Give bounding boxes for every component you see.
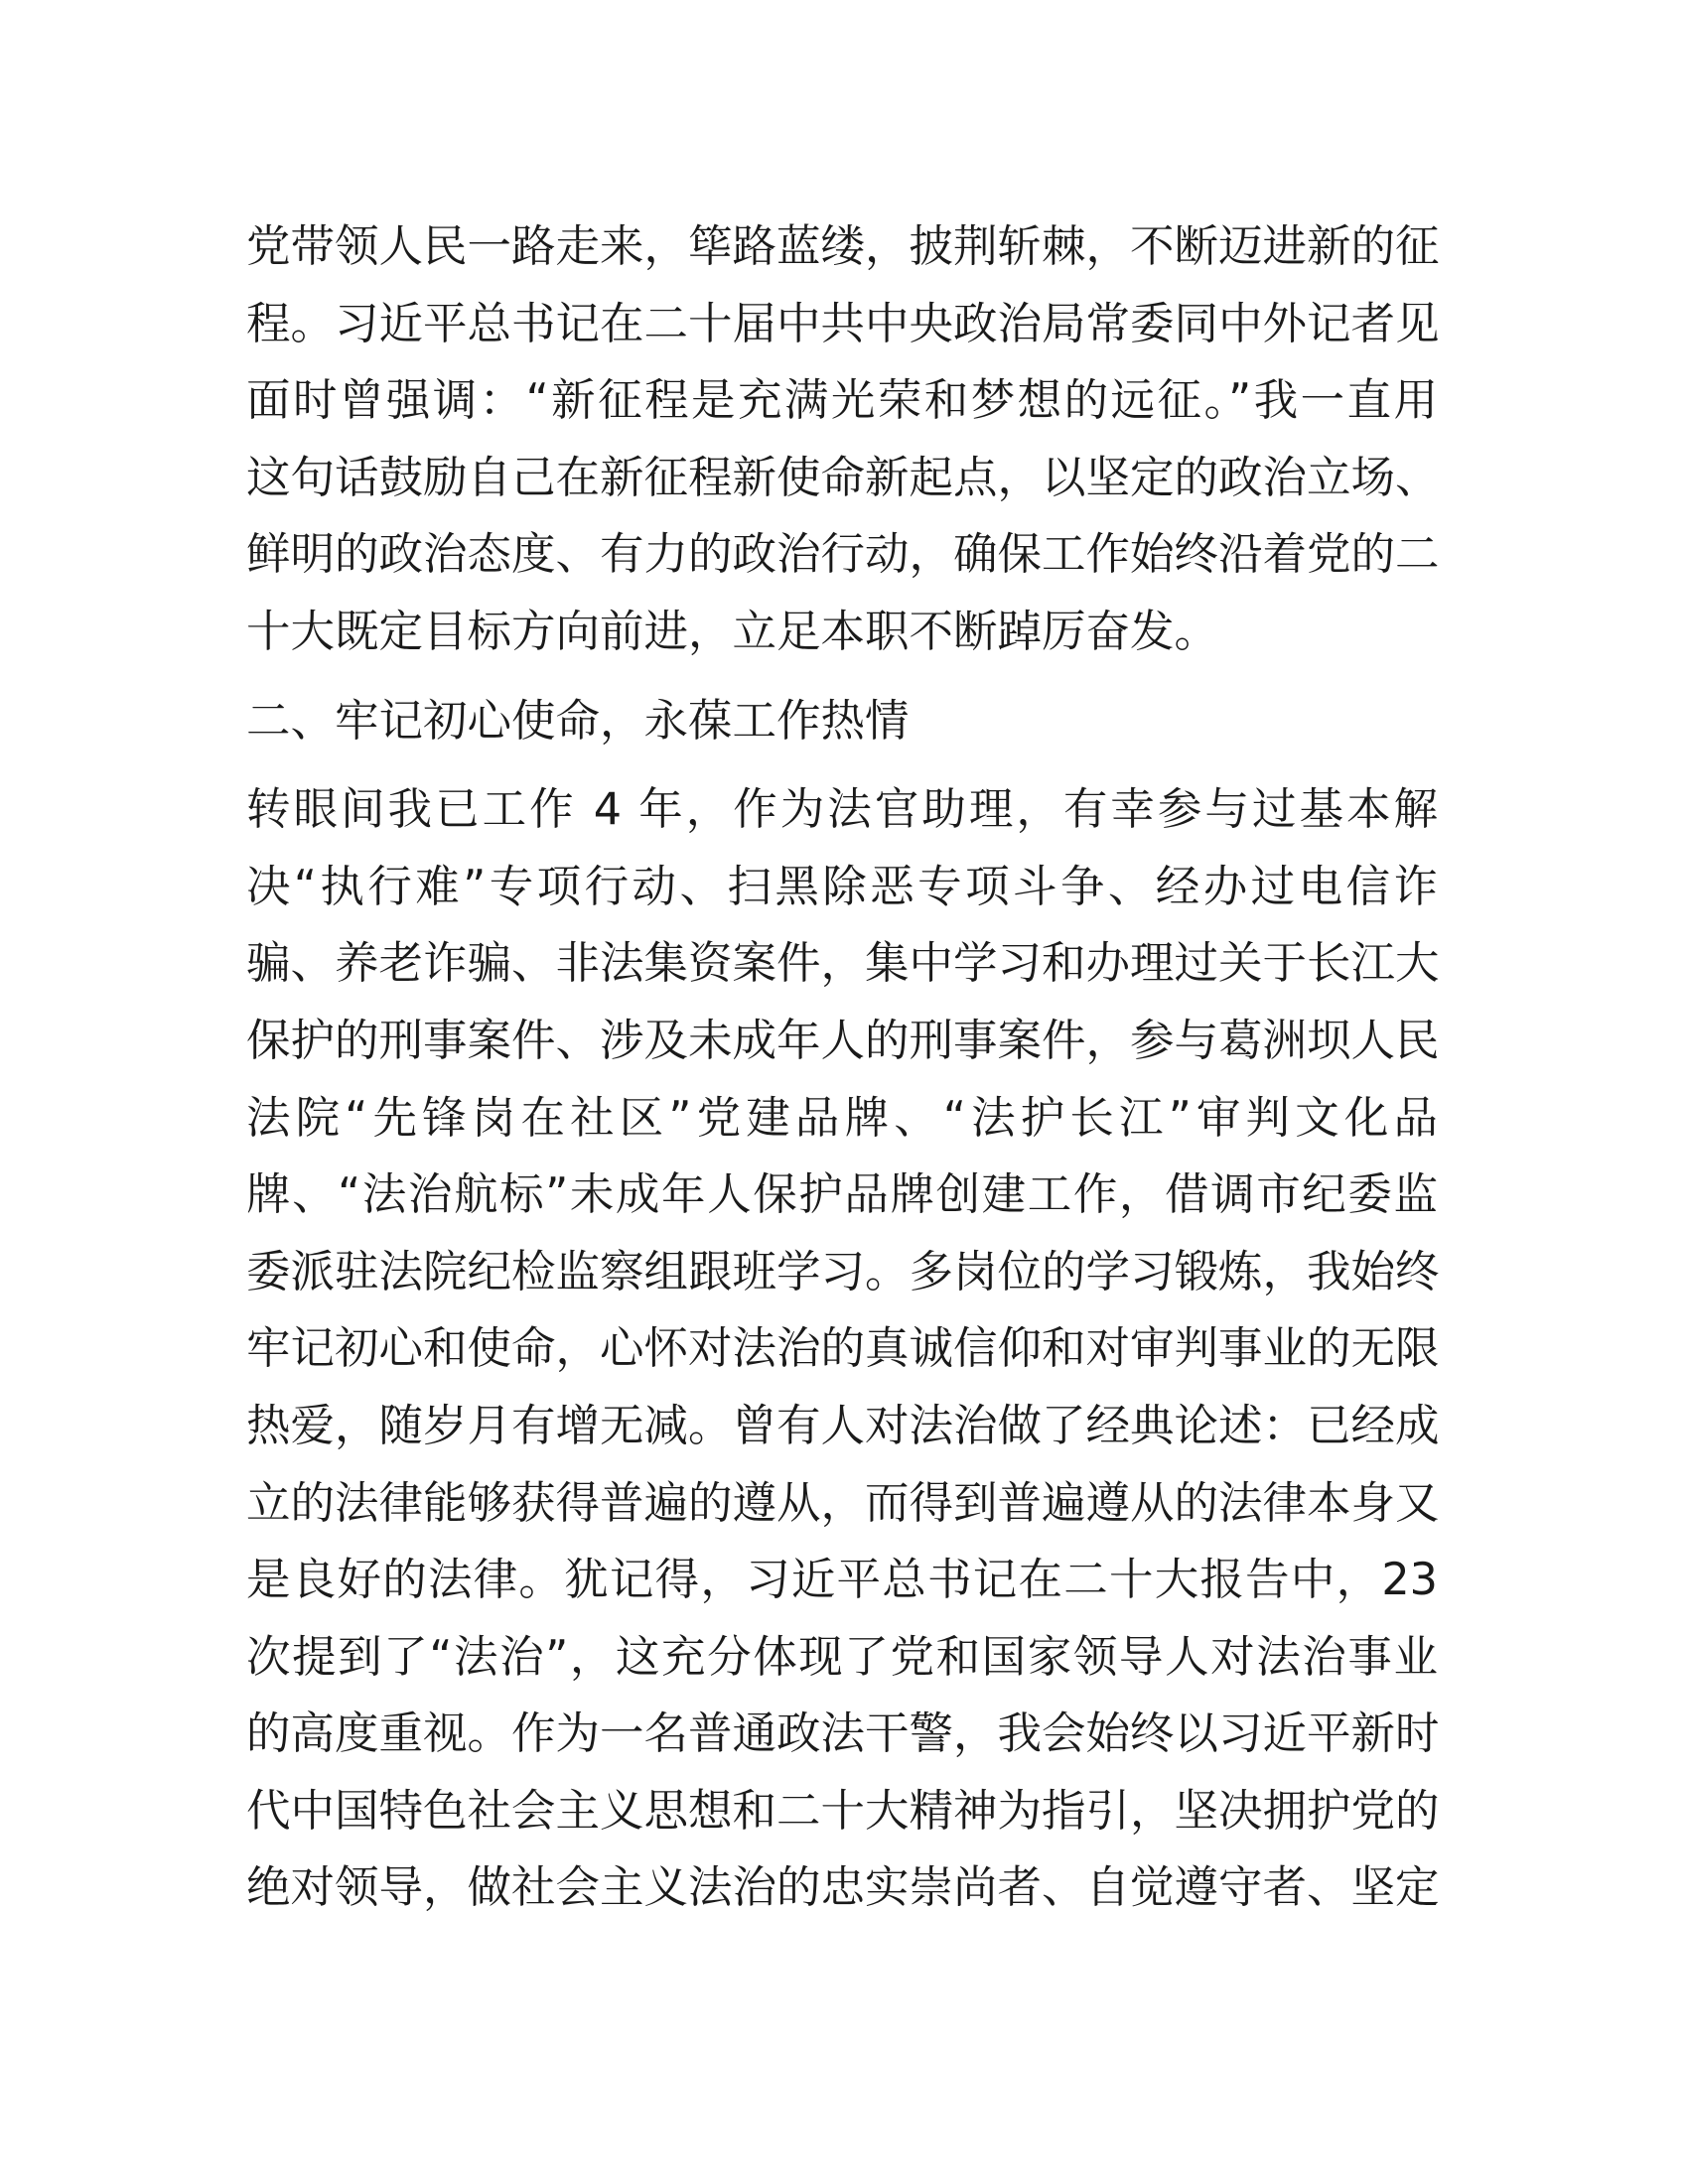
heading-text: 二、牢记初心使命，永葆工作热情 [246,695,910,747]
text-line: 牌、“法治航标”未成年人保护品牌创建工作，借调市纪委监 [246,1169,1438,1221]
text-line: 法院“先锋岗在社区”党建品牌、“法护长江”审判文化品 [246,1092,1438,1144]
text-line: 转眼间我已工作 4 年，作为法官助理，有幸参与过基本解 [246,784,1438,836]
text-line: 十大既定目标方向前进，立足本职不断踔厉奋发。 [246,606,1219,657]
document-body [246,208,1438,1927]
text-line: 党带领人民一路走来，筚路蓝缕，披荆斩棘，不断迈进新的征 [246,221,1440,272]
text-line: 保护的刑事案件、涉及未成年人的刑事案件，参与葛洲坝人民 [246,1015,1440,1066]
text-line: 骗、养老诈骗、非法集资案件，集中学习和办理过关于长江大 [246,938,1440,990]
text-line: 委派驻法院纪检监察组跟班学习。多岗位的学习锻炼，我始终 [246,1246,1440,1297]
text-line: 是良好的法律。犹记得，习近平总书记在二十大报告中，23 [246,1555,1438,1606]
paragraph-1 [246,208,1438,671]
text-line: 代中国特色社会主义思想和二十大精神为指引，坚决拥护党的 [246,1785,1440,1837]
section-heading [246,683,1438,760]
text-line: 牢记初心和使命，心怀对法治的真诚信仰和对审判事业的无限 [246,1323,1440,1375]
text-line: 绝对领导，做社会主义法治的忠实崇尚者、自觉遵守者、坚定 [246,1862,1440,1914]
text-line: 面时曾强调：“新征程是充满光荣和梦想的远征。”我一直用 [246,375,1438,427]
text-line: 热爱，随岁月有增无减。曾有人对法治做了经典论述：已经成 [246,1400,1440,1451]
text-line: 的高度重视。作为一名普通政法干警，我会始终以习近平新时 [246,1708,1440,1760]
text-line: 这句话鼓励自己在新征程新使命新起点，以坚定的政治立场、 [246,452,1440,503]
text-line: 鲜明的政治态度、有力的政治行动，确保工作始终沿着党的二 [246,529,1440,581]
text-line: 次提到了“法治”，这充分体现了党和国家领导人对法治事业 [246,1631,1438,1683]
text-line: 决“执行难”专项行动、扫黑除恶专项斗争、经办过电信诈 [246,861,1438,912]
text-line: 立的法律能够获得普遍的遵从，而得到普遍遵从的法律本身又 [246,1477,1440,1529]
text-line: 程。习近平总书记在二十届中共中央政治局常委同中外记者见 [246,298,1440,349]
paragraph-2 [246,771,1438,1927]
